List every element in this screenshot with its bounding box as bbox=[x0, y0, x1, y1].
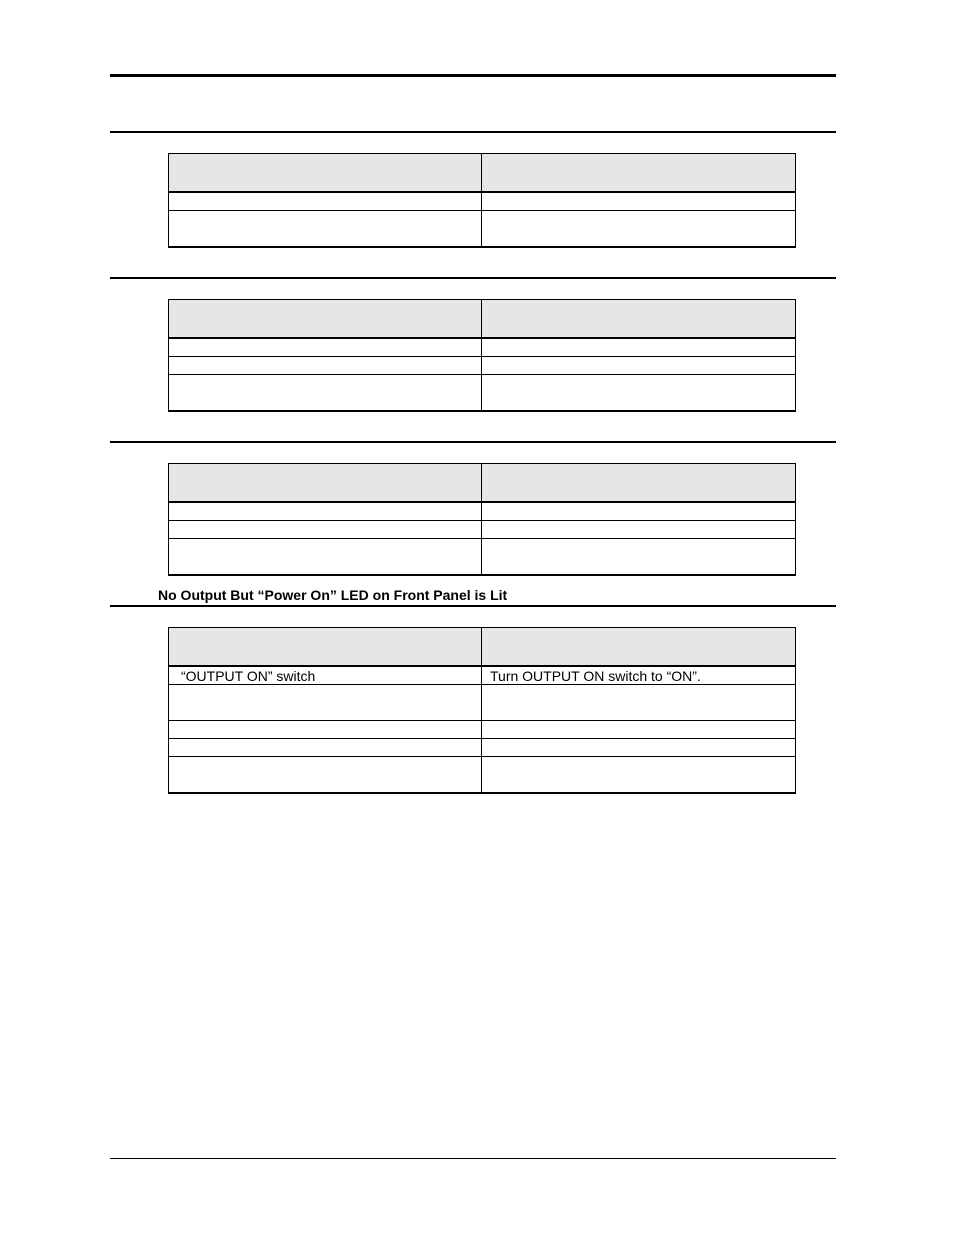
remedy-text: Turn OUTPUT ON switch to “ON”. bbox=[490, 668, 701, 684]
table-row bbox=[169, 375, 796, 412]
table-row bbox=[169, 539, 796, 576]
section-heading-4: No Output But “Power On” LED on Front Panel is Lit bbox=[158, 587, 508, 603]
troubleshooting-table-4 bbox=[168, 627, 796, 794]
section-rule-2 bbox=[110, 277, 836, 279]
cause-cell bbox=[169, 357, 482, 375]
remedy-cell bbox=[482, 521, 796, 539]
table-header-row bbox=[169, 628, 796, 667]
remedy-cell bbox=[482, 338, 796, 357]
remedy-cell bbox=[482, 539, 796, 576]
header-cause-cell bbox=[169, 154, 482, 193]
table-header-row bbox=[169, 154, 796, 193]
table-row bbox=[169, 666, 796, 685]
cause-cell bbox=[169, 666, 482, 685]
remedy-cell bbox=[482, 666, 796, 685]
troubleshooting-table-3 bbox=[168, 463, 796, 576]
remedy-cell bbox=[482, 357, 796, 375]
table-row bbox=[169, 739, 796, 757]
cause-cell bbox=[169, 685, 482, 721]
section-rule-1 bbox=[110, 131, 836, 133]
cause-cell bbox=[169, 192, 482, 211]
table-header-row bbox=[169, 300, 796, 339]
section-rule-4 bbox=[110, 605, 836, 607]
header-remedy-cell bbox=[482, 628, 796, 667]
troubleshooting-table-1 bbox=[168, 153, 796, 248]
troubleshooting-table-2 bbox=[168, 299, 796, 412]
cause-cell bbox=[169, 521, 482, 539]
cause-cell bbox=[169, 338, 482, 357]
header-remedy-cell bbox=[482, 464, 796, 503]
table-row bbox=[169, 685, 796, 721]
table-row bbox=[169, 357, 796, 375]
cause-cell bbox=[169, 211, 482, 248]
header-cause-cell bbox=[169, 464, 482, 503]
remedy-cell bbox=[482, 192, 796, 211]
header-cause-cell bbox=[169, 300, 482, 339]
table-row bbox=[169, 721, 796, 739]
page-top-rule bbox=[110, 74, 836, 77]
remedy-cell bbox=[482, 502, 796, 521]
table-row bbox=[169, 502, 796, 521]
remedy-cell bbox=[482, 739, 796, 757]
table-row bbox=[169, 521, 796, 539]
cause-cell bbox=[169, 739, 482, 757]
table-header-row bbox=[169, 464, 796, 503]
table-row bbox=[169, 211, 796, 248]
remedy-cell bbox=[482, 211, 796, 248]
remedy-cell bbox=[482, 757, 796, 794]
cause-cell bbox=[169, 721, 482, 739]
table-row bbox=[169, 338, 796, 357]
header-remedy-cell bbox=[482, 154, 796, 193]
remedy-cell bbox=[482, 685, 796, 721]
table-row bbox=[169, 192, 796, 211]
cause-cell bbox=[169, 502, 482, 521]
remedy-cell bbox=[482, 721, 796, 739]
cause-cell bbox=[169, 757, 482, 794]
remedy-cell bbox=[482, 375, 796, 412]
cause-text: “OUTPUT ON” switch bbox=[181, 668, 316, 684]
cause-cell bbox=[169, 375, 482, 412]
page-footer-rule bbox=[110, 1158, 836, 1159]
section-rule-3 bbox=[110, 441, 836, 443]
table-row bbox=[169, 757, 796, 794]
cause-cell bbox=[169, 539, 482, 576]
header-remedy-cell bbox=[482, 300, 796, 339]
header-cause-cell bbox=[169, 628, 482, 667]
